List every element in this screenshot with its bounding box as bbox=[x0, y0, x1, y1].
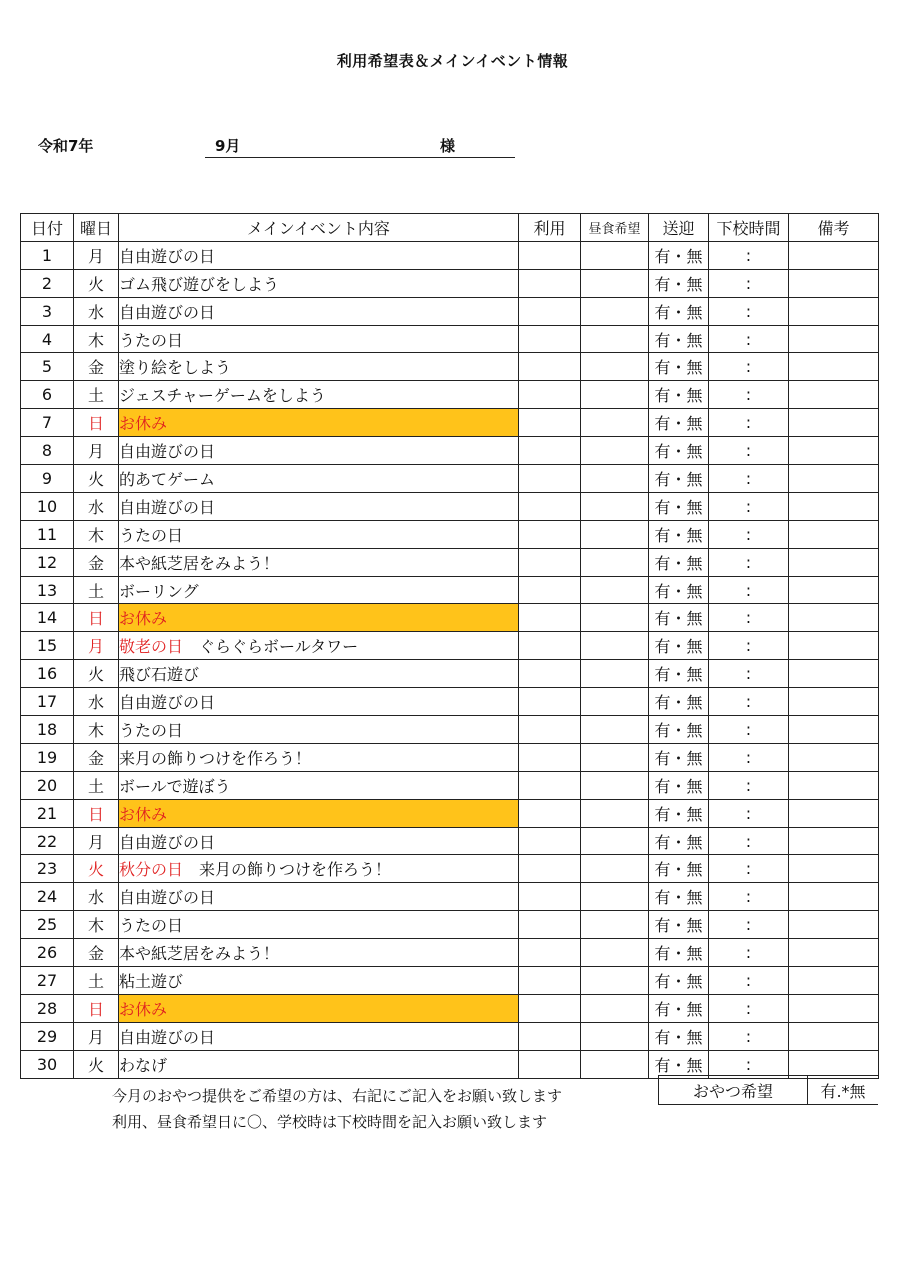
transport-cell[interactable]: 有・無 bbox=[649, 660, 709, 688]
use-cell[interactable] bbox=[519, 994, 581, 1022]
table-row bbox=[21, 827, 879, 855]
lunch-cell[interactable] bbox=[581, 465, 649, 493]
use-cell[interactable] bbox=[519, 241, 581, 269]
weekday-cell: 木 bbox=[74, 520, 119, 548]
remarks-cell[interactable] bbox=[789, 492, 879, 520]
date-cell: 8 bbox=[21, 437, 74, 465]
school-time-cell[interactable]: : bbox=[709, 548, 789, 576]
lunch-cell[interactable] bbox=[581, 492, 649, 520]
school-time-cell[interactable]: : bbox=[709, 576, 789, 604]
transport-cell[interactable]: 有・無 bbox=[649, 883, 709, 911]
transport-cell[interactable]: 有・無 bbox=[649, 381, 709, 409]
remarks-cell[interactable] bbox=[789, 939, 879, 967]
table-row bbox=[21, 716, 879, 744]
event-cell: 自由遊びの日 bbox=[119, 297, 519, 325]
event-cell: 自由遊びの日 bbox=[119, 241, 519, 269]
table-row bbox=[21, 297, 879, 325]
remarks-cell[interactable] bbox=[789, 883, 879, 911]
remarks-cell[interactable] bbox=[789, 688, 879, 716]
remarks-cell[interactable] bbox=[789, 632, 879, 660]
weekday-cell: 火 bbox=[74, 269, 119, 297]
school-time-cell[interactable]: : bbox=[709, 771, 789, 799]
lunch-cell[interactable] bbox=[581, 632, 649, 660]
use-cell[interactable] bbox=[519, 548, 581, 576]
use-cell[interactable] bbox=[519, 492, 581, 520]
transport-cell[interactable]: 有・無 bbox=[649, 465, 709, 493]
remarks-cell[interactable] bbox=[789, 241, 879, 269]
use-cell[interactable] bbox=[519, 827, 581, 855]
table-row bbox=[21, 994, 879, 1022]
use-cell[interactable] bbox=[519, 743, 581, 771]
date-cell: 18 bbox=[21, 716, 74, 744]
table-row bbox=[21, 660, 879, 688]
event-cell: 自由遊びの日 bbox=[119, 492, 519, 520]
table-row bbox=[21, 1022, 879, 1050]
event-cell: 自由遊びの日 bbox=[119, 827, 519, 855]
col-lunch: 昼食希望 bbox=[581, 214, 649, 242]
remarks-cell[interactable] bbox=[789, 799, 879, 827]
table-row bbox=[21, 520, 879, 548]
lunch-cell[interactable] bbox=[581, 297, 649, 325]
date-cell: 7 bbox=[21, 409, 74, 437]
instructions bbox=[112, 1083, 562, 1135]
school-time-cell[interactable]: : bbox=[709, 241, 789, 269]
school-time-cell[interactable]: : bbox=[709, 269, 789, 297]
lunch-cell[interactable] bbox=[581, 409, 649, 437]
event-cell: ジェスチャーゲームをしよう bbox=[119, 381, 519, 409]
transport-cell[interactable]: 有・無 bbox=[649, 716, 709, 744]
use-cell[interactable] bbox=[519, 660, 581, 688]
weekday-cell: 金 bbox=[74, 743, 119, 771]
use-cell[interactable] bbox=[519, 883, 581, 911]
use-cell[interactable] bbox=[519, 437, 581, 465]
lunch-cell[interactable] bbox=[581, 1022, 649, 1050]
weekday-cell: 土 bbox=[74, 381, 119, 409]
date-cell: 16 bbox=[21, 660, 74, 688]
lunch-cell[interactable] bbox=[581, 799, 649, 827]
date-cell: 14 bbox=[21, 604, 74, 632]
table-row bbox=[21, 939, 879, 967]
school-time-cell[interactable]: : bbox=[709, 437, 789, 465]
lunch-cell[interactable] bbox=[581, 716, 649, 744]
school-time-cell[interactable]: : bbox=[709, 660, 789, 688]
event-cell: うたの日 bbox=[119, 911, 519, 939]
remarks-cell[interactable] bbox=[789, 771, 879, 799]
transport-cell[interactable]: 有・無 bbox=[649, 688, 709, 716]
table-row bbox=[21, 465, 879, 493]
event-cell: ボールで遊ぼう bbox=[119, 771, 519, 799]
lunch-cell[interactable] bbox=[581, 604, 649, 632]
use-cell[interactable] bbox=[519, 939, 581, 967]
instruction-line-1: 今月のおやつ提供をご希望の方は、右記にご記入をお願い致します bbox=[112, 1087, 563, 1105]
event-cell: 自由遊びの日 bbox=[119, 688, 519, 716]
lunch-cell[interactable] bbox=[581, 241, 649, 269]
school-time-cell[interactable]: : bbox=[709, 911, 789, 939]
school-time-cell[interactable]: : bbox=[709, 492, 789, 520]
snack-request-box bbox=[658, 1075, 878, 1105]
weekday-cell: 火 bbox=[74, 855, 119, 883]
transport-cell[interactable]: 有・無 bbox=[649, 994, 709, 1022]
event-cell: 自由遊びの日 bbox=[119, 883, 519, 911]
use-cell[interactable] bbox=[519, 409, 581, 437]
weekday-cell: 木 bbox=[74, 911, 119, 939]
col-weekday: 曜日 bbox=[74, 214, 119, 242]
date-cell: 27 bbox=[21, 967, 74, 995]
use-cell[interactable] bbox=[519, 1022, 581, 1050]
lunch-cell[interactable] bbox=[581, 994, 649, 1022]
remarks-cell[interactable] bbox=[789, 967, 879, 995]
weekday-cell: 日 bbox=[74, 409, 119, 437]
table-row bbox=[21, 576, 879, 604]
school-time-cell[interactable]: : bbox=[709, 632, 789, 660]
lunch-cell[interactable] bbox=[581, 827, 649, 855]
date-cell: 12 bbox=[21, 548, 74, 576]
use-cell[interactable] bbox=[519, 381, 581, 409]
weekday-cell: 日 bbox=[74, 799, 119, 827]
date-cell: 21 bbox=[21, 799, 74, 827]
event-cell: お休み bbox=[119, 799, 519, 827]
lunch-cell[interactable] bbox=[581, 939, 649, 967]
event-cell: お休み bbox=[119, 409, 519, 437]
event-cell: ボーリング bbox=[119, 576, 519, 604]
instruction-line-2: 利用、昼食希望日に〇、学校時は下校時間を記入お願い致します bbox=[112, 1113, 548, 1131]
event-cell: 本や紙芝居をみよう！ bbox=[119, 939, 519, 967]
remarks-cell[interactable] bbox=[789, 548, 879, 576]
event-cell: うたの日 bbox=[119, 325, 519, 353]
transport-cell[interactable]: 有・無 bbox=[649, 967, 709, 995]
weekday-cell: 月 bbox=[74, 437, 119, 465]
date-cell: 17 bbox=[21, 688, 74, 716]
school-time-cell[interactable]: : bbox=[709, 604, 789, 632]
holiday-name: 敬老の日 bbox=[119, 637, 184, 657]
date-cell: 22 bbox=[21, 827, 74, 855]
use-cell[interactable] bbox=[519, 855, 581, 883]
table-row bbox=[21, 381, 879, 409]
school-time-cell[interactable]: : bbox=[709, 883, 789, 911]
event-cell: 本や紙芝居をみよう！ bbox=[119, 548, 519, 576]
school-time-cell[interactable]: : bbox=[709, 520, 789, 548]
table-row bbox=[21, 437, 879, 465]
remarks-cell[interactable] bbox=[789, 1022, 879, 1050]
snack-choice[interactable]: 有.*無 bbox=[808, 1076, 879, 1105]
transport-cell[interactable]: 有・無 bbox=[649, 325, 709, 353]
weekday-cell: 火 bbox=[74, 660, 119, 688]
transport-cell[interactable]: 有・無 bbox=[649, 437, 709, 465]
school-time-cell[interactable]: : bbox=[709, 1050, 789, 1078]
table-row bbox=[21, 492, 879, 520]
weekday-cell: 水 bbox=[74, 297, 119, 325]
weekday-cell: 金 bbox=[74, 939, 119, 967]
lunch-cell[interactable] bbox=[581, 883, 649, 911]
lunch-cell[interactable] bbox=[581, 660, 649, 688]
transport-cell[interactable]: 有・無 bbox=[649, 743, 709, 771]
use-cell[interactable] bbox=[519, 1050, 581, 1078]
use-cell[interactable] bbox=[519, 771, 581, 799]
transport-cell[interactable]: 有・無 bbox=[649, 353, 709, 381]
lunch-cell[interactable] bbox=[581, 353, 649, 381]
use-cell[interactable] bbox=[519, 604, 581, 632]
transport-cell[interactable]: 有・無 bbox=[649, 269, 709, 297]
school-time-cell[interactable]: : bbox=[709, 1022, 789, 1050]
lunch-cell[interactable] bbox=[581, 437, 649, 465]
transport-cell[interactable]: 有・無 bbox=[649, 492, 709, 520]
table-row bbox=[21, 967, 879, 995]
remarks-cell[interactable] bbox=[789, 409, 879, 437]
use-cell[interactable] bbox=[519, 967, 581, 995]
month-label: 9月 bbox=[215, 137, 241, 155]
school-time-cell[interactable]: : bbox=[709, 799, 789, 827]
remarks-cell[interactable] bbox=[789, 381, 879, 409]
transport-cell[interactable]: 有・無 bbox=[649, 241, 709, 269]
remarks-cell[interactable] bbox=[789, 520, 879, 548]
remarks-cell[interactable] bbox=[789, 465, 879, 493]
transport-cell[interactable]: 有・無 bbox=[649, 799, 709, 827]
table-row bbox=[21, 241, 879, 269]
schedule-table bbox=[20, 213, 879, 1079]
table-row bbox=[21, 353, 879, 381]
use-cell[interactable] bbox=[519, 297, 581, 325]
event-cell: お休み bbox=[119, 994, 519, 1022]
table-row bbox=[21, 1050, 879, 1078]
school-time-cell[interactable]: : bbox=[709, 967, 789, 995]
lunch-cell[interactable] bbox=[581, 548, 649, 576]
date-cell: 1 bbox=[21, 241, 74, 269]
event-cell: 自由遊びの日 bbox=[119, 1022, 519, 1050]
event-cell: うたの日 bbox=[119, 520, 519, 548]
transport-cell[interactable]: 有・無 bbox=[649, 771, 709, 799]
event-cell bbox=[119, 855, 519, 883]
transport-cell[interactable]: 有・無 bbox=[649, 1022, 709, 1050]
school-time-cell[interactable]: : bbox=[709, 353, 789, 381]
date-cell: 23 bbox=[21, 855, 74, 883]
date-cell: 4 bbox=[21, 325, 74, 353]
date-cell: 13 bbox=[21, 576, 74, 604]
transport-cell[interactable]: 有・無 bbox=[649, 548, 709, 576]
transport-cell[interactable]: 有・無 bbox=[649, 827, 709, 855]
use-cell[interactable] bbox=[519, 911, 581, 939]
event-cell: ゴム飛び遊びをしよう bbox=[119, 269, 519, 297]
school-time-cell[interactable]: : bbox=[709, 716, 789, 744]
use-cell[interactable] bbox=[519, 269, 581, 297]
date-cell: 25 bbox=[21, 911, 74, 939]
event-cell: わなげ bbox=[119, 1050, 519, 1078]
table-row bbox=[21, 325, 879, 353]
transport-cell[interactable]: 有・無 bbox=[649, 632, 709, 660]
lunch-cell[interactable] bbox=[581, 381, 649, 409]
use-cell[interactable] bbox=[519, 576, 581, 604]
remarks-cell[interactable] bbox=[789, 325, 879, 353]
weekday-cell: 木 bbox=[74, 716, 119, 744]
remarks-cell[interactable] bbox=[789, 269, 879, 297]
holiday-name: 秋分の日 bbox=[119, 860, 184, 880]
school-time-cell[interactable]: : bbox=[709, 855, 789, 883]
event-cell: 自由遊びの日 bbox=[119, 437, 519, 465]
remarks-cell[interactable] bbox=[789, 297, 879, 325]
date-cell: 5 bbox=[21, 353, 74, 381]
table-row bbox=[21, 911, 879, 939]
transport-cell[interactable]: 有・無 bbox=[649, 911, 709, 939]
lunch-cell[interactable] bbox=[581, 688, 649, 716]
remarks-cell[interactable] bbox=[789, 1050, 879, 1078]
school-time-cell[interactable]: : bbox=[709, 381, 789, 409]
use-cell[interactable] bbox=[519, 799, 581, 827]
remarks-cell[interactable] bbox=[789, 716, 879, 744]
lunch-cell[interactable] bbox=[581, 520, 649, 548]
transport-cell[interactable]: 有・無 bbox=[649, 1050, 709, 1078]
lunch-cell[interactable] bbox=[581, 269, 649, 297]
weekday-cell: 日 bbox=[74, 604, 119, 632]
table-row bbox=[21, 632, 879, 660]
weekday-cell: 土 bbox=[74, 771, 119, 799]
weekday-cell: 月 bbox=[74, 827, 119, 855]
col-school-time: 下校時間 bbox=[709, 214, 789, 242]
weekday-cell: 木 bbox=[74, 325, 119, 353]
table-row bbox=[21, 548, 879, 576]
table-header-row bbox=[21, 214, 879, 242]
event-cell bbox=[119, 632, 519, 660]
school-time-cell[interactable]: : bbox=[709, 465, 789, 493]
use-cell[interactable] bbox=[519, 632, 581, 660]
weekday-cell: 土 bbox=[74, 576, 119, 604]
remarks-cell[interactable] bbox=[789, 743, 879, 771]
school-time-cell[interactable]: : bbox=[709, 743, 789, 771]
date-cell: 3 bbox=[21, 297, 74, 325]
use-cell[interactable] bbox=[519, 520, 581, 548]
remarks-cell[interactable] bbox=[789, 660, 879, 688]
use-cell[interactable] bbox=[519, 325, 581, 353]
date-cell: 9 bbox=[21, 465, 74, 493]
lunch-cell[interactable] bbox=[581, 855, 649, 883]
weekday-cell: 金 bbox=[74, 353, 119, 381]
page-title: 利用希望表＆メインイベント情報 bbox=[336, 52, 569, 70]
remarks-cell[interactable] bbox=[789, 576, 879, 604]
remarks-cell[interactable] bbox=[789, 827, 879, 855]
transport-cell[interactable]: 有・無 bbox=[649, 520, 709, 548]
remarks-cell[interactable] bbox=[789, 437, 879, 465]
table-row bbox=[21, 269, 879, 297]
remarks-cell[interactable] bbox=[789, 994, 879, 1022]
date-cell: 24 bbox=[21, 883, 74, 911]
date-cell: 26 bbox=[21, 939, 74, 967]
weekday-cell: 火 bbox=[74, 1050, 119, 1078]
transport-cell[interactable]: 有・無 bbox=[649, 939, 709, 967]
remarks-cell[interactable] bbox=[789, 604, 879, 632]
date-cell: 11 bbox=[21, 520, 74, 548]
lunch-cell[interactable] bbox=[581, 576, 649, 604]
transport-cell[interactable]: 有・無 bbox=[649, 604, 709, 632]
event-cell: 塗り絵をしよう bbox=[119, 353, 519, 381]
event-cell: 粘土遊び bbox=[119, 967, 519, 995]
school-time-cell[interactable]: : bbox=[709, 325, 789, 353]
use-cell[interactable] bbox=[519, 465, 581, 493]
weekday-cell: 月 bbox=[74, 1022, 119, 1050]
col-remarks: 備考 bbox=[789, 214, 879, 242]
school-time-cell[interactable]: : bbox=[709, 297, 789, 325]
use-cell[interactable] bbox=[519, 716, 581, 744]
weekday-cell: 月 bbox=[74, 632, 119, 660]
transport-cell[interactable]: 有・無 bbox=[649, 855, 709, 883]
table-row bbox=[21, 771, 879, 799]
use-cell[interactable] bbox=[519, 353, 581, 381]
col-event: メインイベント内容 bbox=[119, 214, 519, 242]
table-row bbox=[21, 409, 879, 437]
col-transport: 送迎 bbox=[649, 214, 709, 242]
remarks-cell[interactable] bbox=[789, 353, 879, 381]
lunch-cell[interactable] bbox=[581, 967, 649, 995]
school-time-cell[interactable]: : bbox=[709, 939, 789, 967]
weekday-cell: 金 bbox=[74, 548, 119, 576]
table-row bbox=[21, 604, 879, 632]
snack-label: おやつ希望 bbox=[659, 1076, 808, 1105]
date-cell: 30 bbox=[21, 1050, 74, 1078]
event-text: 来月の飾りつけを作ろう！ bbox=[199, 860, 392, 880]
school-time-cell[interactable]: : bbox=[709, 827, 789, 855]
name-underline[interactable] bbox=[205, 157, 515, 158]
table-row bbox=[21, 743, 879, 771]
transport-cell[interactable]: 有・無 bbox=[649, 297, 709, 325]
lunch-cell[interactable] bbox=[581, 743, 649, 771]
date-cell: 19 bbox=[21, 743, 74, 771]
event-cell: 来月の飾りつけを作ろう！ bbox=[119, 743, 519, 771]
table-row bbox=[21, 855, 879, 883]
transport-cell[interactable]: 有・無 bbox=[649, 409, 709, 437]
lunch-cell[interactable] bbox=[581, 1050, 649, 1078]
weekday-cell: 水 bbox=[74, 492, 119, 520]
weekday-cell: 水 bbox=[74, 688, 119, 716]
weekday-cell: 月 bbox=[74, 241, 119, 269]
date-cell: 2 bbox=[21, 269, 74, 297]
event-cell: 飛び石遊び bbox=[119, 660, 519, 688]
weekday-cell: 土 bbox=[74, 967, 119, 995]
date-cell: 10 bbox=[21, 492, 74, 520]
date-cell: 15 bbox=[21, 632, 74, 660]
remarks-cell[interactable] bbox=[789, 855, 879, 883]
event-cell: うたの日 bbox=[119, 716, 519, 744]
date-cell: 6 bbox=[21, 381, 74, 409]
date-cell: 29 bbox=[21, 1022, 74, 1050]
table-row bbox=[21, 883, 879, 911]
lunch-cell[interactable] bbox=[581, 771, 649, 799]
event-cell: 的あてゲーム bbox=[119, 465, 519, 493]
event-cell: お休み bbox=[119, 604, 519, 632]
weekday-cell: 火 bbox=[74, 465, 119, 493]
remarks-cell[interactable] bbox=[789, 911, 879, 939]
table-row bbox=[21, 799, 879, 827]
weekday-cell: 水 bbox=[74, 883, 119, 911]
school-time-cell[interactable]: : bbox=[709, 409, 789, 437]
use-cell[interactable] bbox=[519, 688, 581, 716]
weekday-cell: 日 bbox=[74, 994, 119, 1022]
era-year: 令和7年 bbox=[38, 137, 94, 155]
school-time-cell[interactable]: : bbox=[709, 688, 789, 716]
transport-cell[interactable]: 有・無 bbox=[649, 576, 709, 604]
col-use: 利用 bbox=[519, 214, 581, 242]
event-text: ぐらぐらボールタワー bbox=[199, 637, 359, 657]
table-row bbox=[21, 688, 879, 716]
lunch-cell[interactable] bbox=[581, 911, 649, 939]
school-time-cell[interactable]: : bbox=[709, 994, 789, 1022]
schedule-body bbox=[21, 241, 879, 1078]
col-date: 日付 bbox=[21, 214, 74, 242]
honorific-label: 様 bbox=[440, 137, 456, 155]
date-cell: 28 bbox=[21, 994, 74, 1022]
lunch-cell[interactable] bbox=[581, 325, 649, 353]
date-cell: 20 bbox=[21, 771, 74, 799]
